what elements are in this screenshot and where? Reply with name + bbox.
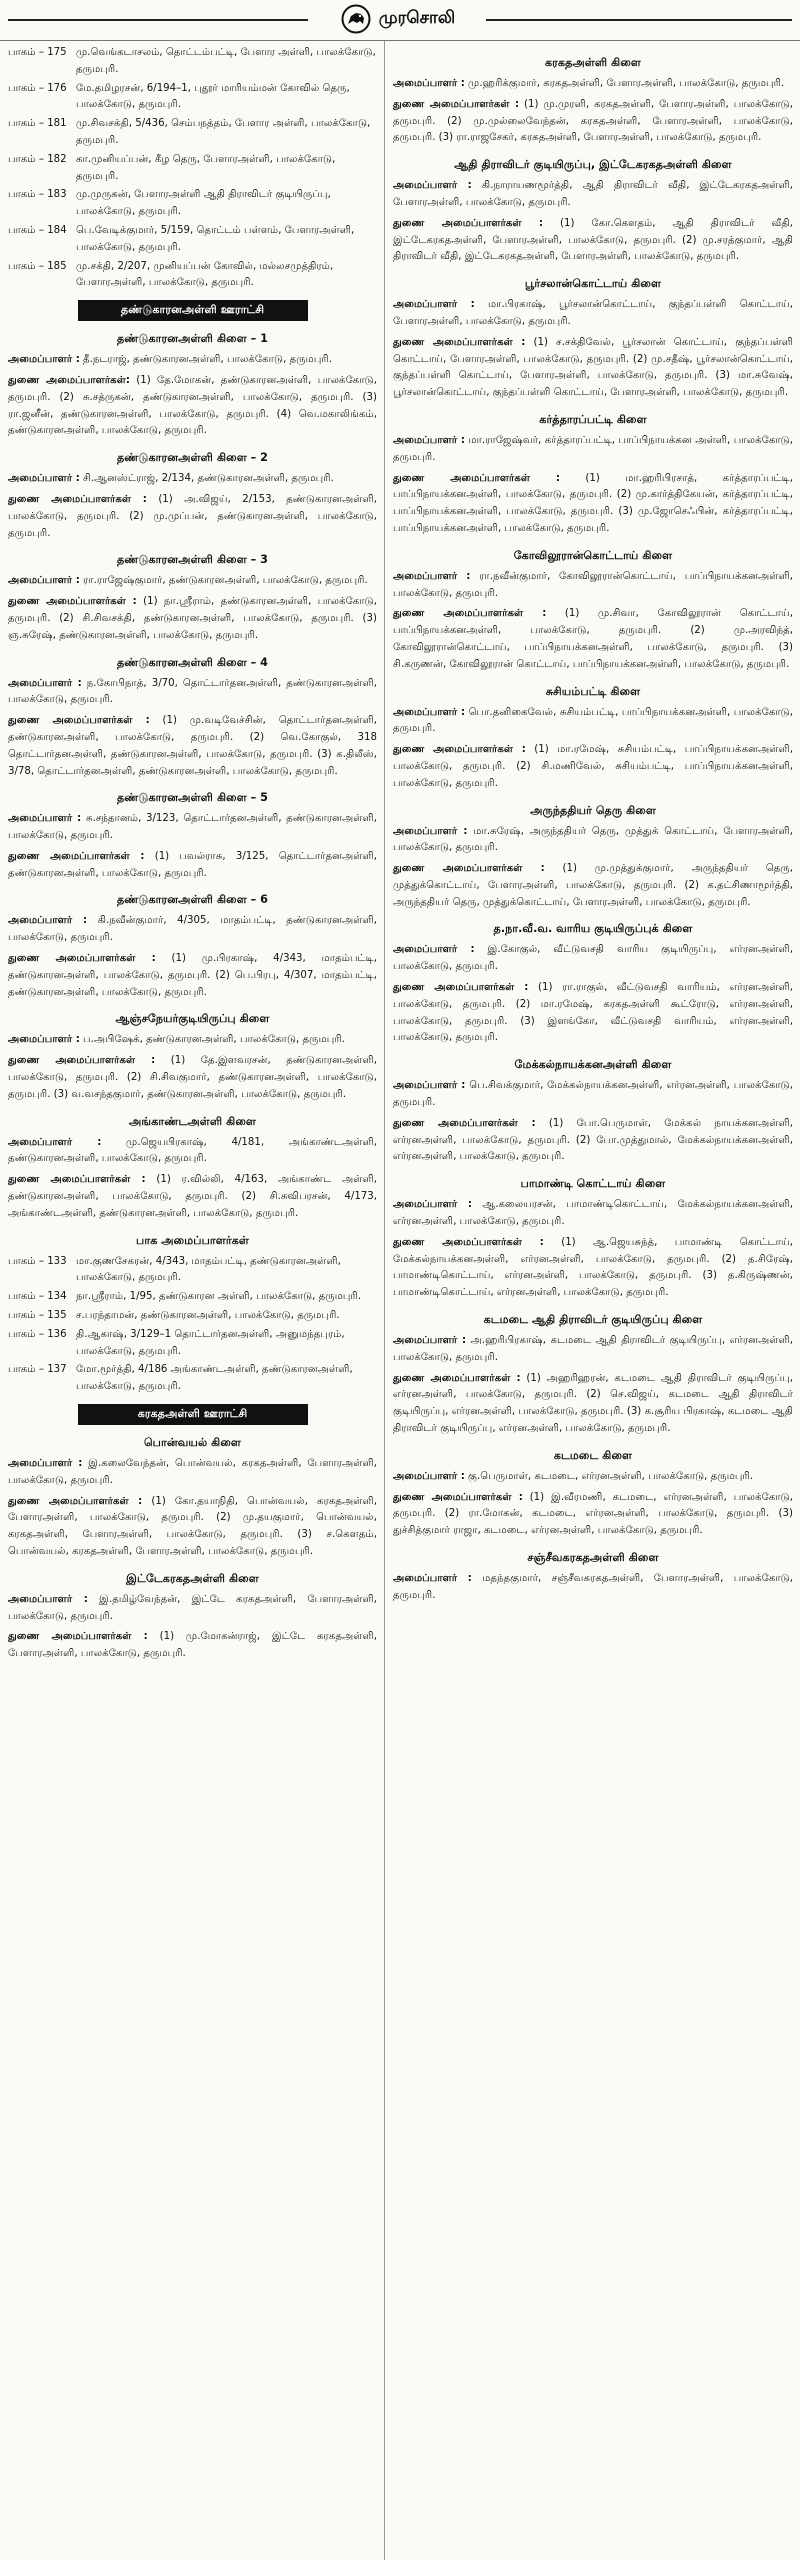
organizer-entry (8, 676, 377, 710)
role-label: துணை அமைப்பாளர்கள் : (8, 1055, 156, 1067)
booth-number: பாகம் – 135 (8, 1310, 67, 1322)
organizer-details: மா.பிரகாஷ், பூர்சலான்கொட்டாய், குந்தப்பள்ளி கொட்டாய், பேளாரஅள்ளி, பாலக்கோடு, தருமபுரி. (393, 299, 793, 327)
organizer-details: (1) நா.ஸ்ரீராம், தண்டுகாரனஅள்ளி, பாலக்கோடு, தருமபுரி. (2) சி.சிவசக்தி, தண்டுகாரனஅள்ளி, பாலக்கோடு, தருமபுரி. (3) ஞ.சுரேஷ், தண்டுகாரனஅள்ளி, பாலக்கோடு, தருமபுரி. (8, 596, 377, 641)
organizer-details: (1) மா.ரமேஷ், சுசியம்பட்டி, பாப்பிநாயக்கனஅள்ளி, பாலக்கோடு, தருமபுரி. (2) சி.மணிவேல், சுசியம்பட்டி, பாப்பிநாயக்கனஅள்ளி, பாலக்கோடு, தருமபுரி. (393, 744, 793, 789)
role-label: அமைப்பாளர் : (8, 354, 80, 366)
organizer-entry (393, 1469, 793, 1486)
booth-entry (8, 1254, 377, 1288)
organizer-entry (393, 178, 793, 212)
organizer-details: ரா.ராஜேஷ்குமார், தண்டுகாரனஅள்ளி, பாலக்கோடு, தருமபுரி. (83, 575, 368, 587)
organizer-details: சி.ஆனஸ்ட்ராஜ், 2/134, தண்டுகாரனஅள்ளி, தருமபுரி. (83, 473, 334, 485)
booth-number: பாகம் – 175 (8, 47, 67, 58)
organizer-details: ந.கோபிநாத், 3/70, தொட்டார்தனஅள்ளி, தண்டுகாரனஅள்ளி, பாலக்கோடு, தருமபுரி. (8, 677, 377, 706)
organizer-details: தீ.நடராஜ், தண்டுகாரனஅள்ளி, பாலக்கோடு, தருமபுரி. (83, 354, 332, 366)
organizer-entry (8, 1456, 377, 1490)
branch-heading: இட்டேகரகதஅள்ளி கிளை (126, 1571, 259, 1585)
booth-entry (8, 81, 377, 115)
branch-heading: தண்டுகாரனஅள்ளி கிளை – 5 (117, 791, 268, 805)
organizer-details: கி.நாராயணமூர்த்தி, ஆதி திராவிடர் வீதி, இட்டேகரகதஅள்ளி, பேளாரஅள்ளி, பாலக்கோடு, தருமபுரி. (393, 180, 793, 208)
organizer-entry (8, 951, 377, 1001)
organizer-details: (1) போ.பெருமாள், மேக்கல் நாயக்கனஅள்ளி, எர்ரனஅள்ளி, பாலக்கோடு, தருமபுரி. (2) போ.முத்துமால், மேக்கல்நாயக்கனஅள்ளி, எர்ரனஅள்ளி, பாலக்கோடு, தருமபுரி. (393, 1117, 793, 1163)
organizer-entry (8, 492, 377, 542)
organizer-entry (8, 1172, 377, 1222)
booth-organizer: கா.முனியப்பன், கீழ தெரு, பேளாரஅள்ளி, பாலக்கோடு, தருமபுரி. (76, 153, 336, 182)
booth-number: பாகம் – 136 (8, 1328, 67, 1340)
branch-heading: பொன்வயல் கிளை (143, 1436, 242, 1450)
organizer-details: (1) ச.சக்திவேல், பூர்சலான் கொட்டாய், குந்தப்பள்ளி கொட்டாய், பேளாரஅள்ளி, பாலக்கோடு, தருமபுரி. (2) மு.சதீஷ், பூர்சலான்கொட்டாய், குந்தப்பள்ளி கொட்டாய், பேளாரஅள்ளி, பாலக்கோடு, தருமபுரி. (3) மா.சுவேஷ், பூர்சலான்கொட்டாய், குந்தப்பள்ளி கொட்டாய், பேளாரஅள்ளி, பாலக்கோடு, தருமபுரி. (393, 336, 793, 399)
masthead-rule-right (486, 19, 792, 21)
role-label: துணை அமைப்பாளர்கள் : (393, 217, 543, 229)
organizer-entry (393, 471, 793, 538)
masthead-title: முரசொலி (378, 8, 456, 28)
organizer-entry (8, 1032, 377, 1049)
organizer-entry (393, 861, 793, 911)
organizer-details: (1) ரா.ராகுல், வீட்டுவசதி வாரியம், எர்ரனஅள்ளி, பாலக்கோடு, தருமபுரி. (2) மா.ரமேஷ், கரகதஅள்ளி கூட்ரோடு, எர்ரனஅள்ளி, பாலக்கோடு, தருமபுரி. (3) இளங்கோ, வீட்டுவசதி வாரியம், எர்ரனஅள்ளி, பாலக்கோடு, தருமபுரி. (393, 982, 793, 1044)
branch-heading: ஆதி திராவிடர் குடியிருப்பு, இட்டேகரகதஅள்ளி கிளை (454, 158, 732, 172)
role-label: துணை அமைப்பாளர்கள் : (393, 982, 529, 994)
booth-organizer: மோ.மூர்த்தி, 4/186 அங்காண்டஅள்ளி, தண்டுகாரனஅள்ளி, பாலக்கோடு, தருமபுரி. (76, 1364, 353, 1393)
booth-entry (8, 223, 377, 257)
role-label: அமைப்பாளர் : (393, 1470, 465, 1482)
booth-entry (8, 45, 377, 79)
booth-organizer: மா.குணசேகரன், 4/343, மாதம்பட்டி, தண்டுகாரனஅள்ளி, பாலக்கோடு, தருமபுரி. (76, 1255, 341, 1284)
organizer-entry (8, 1494, 377, 1561)
organizer-entry (8, 1592, 377, 1626)
organizer-details: மு.ஹரிக்குமார், கரகதஅள்ளி, பேளாரஅள்ளி, பாலக்கோடு, தருமபுரி. (468, 78, 785, 89)
branch-heading: பாக அமைப்பாளர்கள் (136, 1233, 249, 1247)
role-label: அமைப்பாளர் : (8, 1136, 102, 1148)
role-label: துணை அமைப்பாளர்கள் : (393, 1491, 523, 1503)
organizer-entry (393, 433, 793, 467)
organizer-entry (393, 1490, 793, 1540)
role-label: அமைப்பாளர் : (393, 570, 471, 582)
branch-heading: ஆஞ்சநேயர்குடியிருப்பு கிளை (115, 1012, 270, 1026)
branch-heading: மேக்கல்நாயக்கனஅள்ளி கிளை (514, 1058, 672, 1072)
booth-entry (8, 116, 377, 150)
booth-number: பாகம் – 185 (8, 260, 67, 272)
branch-heading: தண்டுகாரனஅள்ளி கிளை – 2 (117, 451, 268, 465)
booth-number: பாகம் – 176 (8, 82, 67, 94)
branch-heading: தண்டுகாரனஅள்ளி கிளை – 3 (117, 553, 268, 567)
branch-heading: அருந்ததியர் தெரு கிளை (530, 803, 656, 817)
role-label: அமைப்பாளர் : (8, 1034, 80, 1046)
organizer-entry (393, 297, 793, 331)
booth-number: பாகம் – 183 (8, 189, 67, 201)
role-label: துணை அமைப்பாளர்கள் : (393, 336, 526, 348)
role-label: அமைப்பாளர் : (8, 473, 80, 485)
role-label: துணை அமைப்பாளர்கள் : (8, 850, 145, 862)
branch-heading: கர்த்தாரப்பட்டி கிளை (539, 412, 647, 426)
role-label: அமைப்பாளர் : (393, 1080, 466, 1092)
organizer-details: பெ.சிவக்குமார், மேக்கல்நாயக்கனஅள்ளி, எர்ரனஅள்ளி, பாலக்கோடு, தருமபுரி. (393, 1080, 793, 1109)
branch-heading: கோவிலூரான்கொட்டாய் கிளை (513, 548, 673, 562)
branch-heading: த.நா.வீ.வ. வாரிய குடியிருப்புக் கிளை (493, 922, 693, 936)
role-label: அமைப்பாளர் : (393, 78, 465, 89)
role-label: அமைப்பாளர் : (393, 180, 472, 192)
role-label: அமைப்பாளர் : (8, 813, 82, 825)
booth-organizer: மு.முருகன், பேளாரஅள்ளி ஆதி திராவிடர் குடியிருப்பு, பாலக்கோடு, தருமபுரி. (76, 189, 331, 218)
organizer-details: (1) ஆ.ஜெயசுந்த், பாமாண்டி கொட்டாய், மேக்கல்நாயக்கனஅள்ளி, எர்ரனஅள்ளி, பாலக்கோடு, தருமபுரி. (2) த.சிரேஷ், பாமாண்டிகொட்டாய், எர்ரனஅள்ளி, பாலக்கோடு, தருமபுரி. (3) த.கிருஷ்ணன், பாமாண்டிகொட்டாய், எர்ரனஅள்ளி, பாலக்கோடு, தருமபுரி. (393, 1236, 793, 1299)
organizer-entry (393, 1197, 793, 1231)
role-label: துணை அமைப்பாளர்கள் : (393, 472, 560, 484)
role-label: அமைப்பாளர் : (393, 299, 475, 311)
role-label: துணை அமைப்பாளர்கள் : (8, 953, 156, 965)
organizer-entry (393, 1116, 793, 1166)
panchayat-heading: தண்டுகாரனஅள்ளி ஊராட்சி (78, 300, 308, 321)
branch-heading: சஞ்சீவகரகதஅள்ளி கிளை (527, 1551, 659, 1564)
organizer-details: மதந்தகுமார், சஞ்சீவகரகதஅள்ளி, பேளாரஅள்ளி, பாலக்கோடு, தருமபுரி. (393, 1573, 793, 1601)
role-label: துணை அமைப்பாளர்கள் : (393, 863, 545, 875)
organizer-details: மா.சுரேஷ், அருந்ததியர் தெரு, முத்துக் கொட்டாய், பேளாரஅள்ளி, பாலக்கோடு, தருமபுரி. (393, 825, 793, 854)
organizer-entry (8, 849, 377, 883)
role-label: அமைப்பாளர் : (393, 1573, 472, 1584)
organizer-entry (393, 942, 793, 976)
organizer-entry (393, 569, 793, 603)
booth-number: பாகம் – 184 (8, 224, 67, 236)
organizer-entry (8, 573, 377, 590)
branch-heading: தண்டுகாரனஅள்ளி கிளை – 6 (117, 893, 268, 907)
booth-number: பாகம் – 134 (8, 1291, 67, 1303)
organizer-entry (8, 373, 377, 440)
booth-organizer: பெ.வேடிக்குமார், 5/159, தொட்டம் பள்ளம், பேளாரஅள்ளி, பாலக்கோடு, தருமபுரி. (76, 224, 355, 253)
role-label: துணை அமைப்பாளர்கள் : (393, 608, 547, 620)
role-label: துணை அமைப்பாளர்கள் : (8, 1495, 143, 1507)
booth-entry (8, 1289, 377, 1306)
masthead (0, 0, 800, 41)
role-label: துணை அமைப்பாளர்கள் : (393, 1236, 544, 1248)
role-label: துணை அமைப்பாளர்கள் : (393, 1117, 536, 1129)
organizer-details: கு.பெருமாள், கடமடை, எர்ரனஅள்ளி, பாலக்கோடு, தருமபுரி. (468, 1470, 754, 1482)
role-label: அமைப்பாளர் : (8, 575, 80, 587)
panchayat-heading: கரகதஅள்ளி ஊராட்சி (78, 1404, 308, 1425)
organizer-details: (1) கோ.கௌதம், ஆதி திராவிடர் வீதி, இட்டேகரகதஅள்ளி, பேளாரஅள்ளி, பாலக்கோடு, தருமபுரி. (2) மு.சரத்குமார், ஆதி திராவிடர் வீதி, இட்டேகரகதஅள்ளி, பேளாரஅள்ளி, பாலக்கோடு, தருமபுரி. (393, 217, 793, 263)
organizer-entry (8, 1629, 377, 1663)
role-label: அமைப்பாளர் : (393, 825, 468, 837)
branch-heading: கரகதஅள்ளி கிளை (544, 56, 642, 69)
booth-entry (8, 1308, 377, 1325)
organizer-details: (1) அ.விஜய், 2/153, தண்டுகாரனஅள்ளி, பாலக்கோடு, தருமபுரி. (2) மு.முப்பன், தண்டுகாரனஅள்ளி, பாலக்கோடு, தருமபுரி. (8, 493, 377, 539)
branch-heading: சுசியம்பட்டி கிளை (545, 684, 641, 698)
organizer-entry (393, 76, 793, 93)
organizer-details: இ.தமிழ்வேந்தன், இட்டே கரகதஅள்ளி, பேளாரஅள்ளி, பாலக்கோடு, தருமபுரி. (8, 1593, 377, 1622)
organizer-entry (8, 1135, 377, 1169)
booth-number: பாகம் – 182 (8, 153, 67, 165)
organizer-details: இ.கோகுல், வீட்டுவசதி வாரிய குடியிருப்பு, எர்ரனஅள்ளி, பாலக்கோடு, தருமபுரி. (393, 944, 793, 973)
organizer-details: (1) மு.முரளி, கரகதஅள்ளி, பேளாரஅள்ளி, பாலக்கோடு, தருமபுரி. (2) மு.முல்லைவேந்தன், கரகதஅள்ளி, பேளாரஅள்ளி, பாலக்கோடு, தருமபுரி. (3) ரா.ராஜசேகர், கரகதஅள்ளி, பேளாரஅள்ளி, பாலக்கோடு, தருமபுரி. (393, 98, 793, 144)
organizer-entry (393, 742, 793, 792)
organizer-details: மு.ஜெயபிரகாஷ், 4/181, அங்காண்டஅள்ளி, தண்டுகாரனஅள்ளி, பாலக்கோடு, தருமபுரி. (8, 1136, 377, 1165)
booth-entry (8, 1362, 377, 1396)
organizer-entry (393, 1333, 793, 1367)
organizer-details: (1) மு.மோகன்ராஜ், இட்டே கரகதஅள்ளி, பேளாரஅள்ளி, பாலக்கோடு, தருமபுரி. (8, 1631, 377, 1660)
organizer-details: (1) இ.வீரமணி, கடமடை, எர்ரனஅள்ளி, பாலக்கோடு, தருமபுரி. (2) ரா.மோகன், கடமடை, எர்ரனஅள்ளி, பாலக்கோடு, தருமபுரி. (3) துச்சித்குமார் ராஜா, கடமடை, எர்ரனஅள்ளி, பாலக்கோடு, தருமபுரி. (393, 1491, 793, 1537)
organizer-details: (1) மு.பிரகாஷ், 4/343, மாதம்பட்டி, தண்டுகாரனஅள்ளி, பாலக்கோடு, தருமபுரி. (2) பெ.பிரபு, 4/307, மாதம்பட்டி, தண்டுகாரனஅள்ளி, பாலக்கோடு, தருமபுரி. (8, 953, 377, 998)
role-label: அமைப்பாளர் : (393, 706, 466, 718)
branch-heading: பூர்சலான்கொட்டாய் கிளை (524, 277, 662, 291)
booth-number: பாகம் – 133 (8, 1255, 67, 1267)
branch-heading: கடமடை கிளை (553, 1448, 633, 1462)
organizer-entry (8, 811, 377, 845)
booth-entry (8, 1327, 377, 1361)
organizer-entry (393, 97, 793, 147)
branch-heading: அங்காண்டஅள்ளி கிளை (128, 1114, 256, 1128)
left-column (0, 41, 385, 2560)
branch-heading: தண்டுகாரனஅள்ளி கிளை – 1 (117, 332, 268, 346)
role-label: துணை அமைப்பாளர்கள் : (393, 744, 526, 756)
organizer-entry (8, 713, 377, 780)
branch-heading: கடமடை ஆதி திராவிடர் குடியிருப்பு கிளை (483, 1313, 703, 1327)
organizer-entry (8, 471, 377, 488)
role-label: அமைப்பாளர் : (8, 915, 88, 927)
organizer-entry (393, 1571, 793, 1605)
organizer-details: பொ.தனிகைவேல், சுசியம்பட்டி, பாப்பிநாயக்கனஅள்ளி, பாலக்கோடு, தருமபுரி. (393, 706, 793, 735)
role-label: அமைப்பாளர் : (8, 1458, 83, 1470)
organizer-entry (8, 352, 377, 369)
booth-organizer: மே.தமிழரசன், 6/194–1, புதூர் மாரியம்மன் கோவில் தெரு, பாலக்கோடு, தருமபுரி. (76, 82, 350, 111)
organizer-entry (393, 335, 793, 402)
role-label: அமைப்பாளர் : (393, 1335, 467, 1347)
booth-entry (8, 187, 377, 221)
masthead-rule-left (8, 19, 308, 21)
organizer-entry (393, 1371, 793, 1438)
organizer-details: இ.கலைவேந்தன், பொன்வயல், கரகதஅள்ளி, பேளாரஅள்ளி, பாலக்கோடு, தருமபுரி. (8, 1458, 377, 1486)
organizer-details: (1) மு.வடிவேச்சின், தொட்டார்தனஅள்ளி, தண்டுகாரனஅள்ளி, பாலக்கோடு, தருமபுரி. (2) வெ.கோகுல், 318 தொட்டார்தனஅள்ளி, தண்டுகாரனஅள்ளி, பாலக்கோடு, தருமபுரி. (3) க.திலீஸ், 3/78, தொட்டார்தனஅள்ளி, தண்டுகாரனஅள்ளி, பாலக்கோடு, தருமபுரி. (8, 715, 377, 777)
role-label: துணை அமைப்பாளர்கள்: (8, 374, 130, 386)
organizer-entry (393, 1078, 793, 1112)
organizer-details: (1) தே.மோகன், தண்டுகாரனஅள்ளி, பாலக்கோடு, தருமபுரி. (2) சு.சத்ருகன், தண்டுகாரனஅள்ளி, பாலக்கோடு, தருமபுரி. (3) ரா.ஜனீன், தண்டுகாரனஅள்ளி, பாலக்கோடு, தருமபுரி. (4) வெ.மகாலிங்கம், தண்டுகாரனஅள்ளி, பாலக்கோடு, தருமபுரி. (8, 374, 377, 437)
organizer-details: (1) மு.சிவா, கோவிலூரான் கொட்டாய், பாப்பிநாயக்கனஅள்ளி, பாலக்கோடு, தருமபுரி. (2) மு.அரவிந்த், கோவிலூரான்கொட்டாய், பாப்பிநாயக்கனஅள்ளி, பாலக்கோடு, தருமபுரி. (3) சி.கருணன், கோவிலூரான் கொட்டாய், பாப்பிநாயக்கனஅள்ளி, பாலக்கோடு, தருமபுரி. (393, 608, 793, 670)
role-label: துணை அமைப்பாளர்கள் : (8, 715, 150, 727)
booth-entry (8, 259, 377, 293)
booth-number: பாகம் – 137 (8, 1364, 67, 1376)
masthead-brand (310, 3, 486, 35)
organizer-entry (8, 594, 377, 644)
page-body (0, 41, 800, 2560)
organizer-details: (1) மா.ஹரிபிரசாத், கர்த்தாரப்பட்டி, பாப்பிநாயக்கனஅள்ளி, பாலக்கோடு, தருமபுரி. (2) மு.கார்த்திகேயன், கர்த்தாரப்பட்டி, பாப்பிநாயக்கனஅள்ளி, பாலக்கோடு, தருமபுரி. (3) மு.ஜோசெஃபின், கர்த்தாரப்பட்டி, பாப்பிநாயக்கனஅள்ளி, பாலக்கோடு, தருமபுரி. (393, 472, 793, 534)
role-label: அமைப்பாளர் : (8, 677, 82, 689)
role-label: அமைப்பாளர் : (393, 434, 466, 446)
organizer-details: (1) அஹரிஹரன், கடமடை ஆதி திராவிடர் குடியிருப்பு, எர்ரனஅள்ளி, பாலக்கோடு, தருமபுரி. (2) செ.விஜய், கடமடை ஆதி திராவிடர் குடியிருப்பு, எர்ரனஅள்ளி, பாலக்கோடு, தருமபுரி. (3) க.சூரிய பிரகாஷ், கடமடை ஆதி திராவிடர் குடியிருப்பு, எர்ரனஅள்ளி, பாலக்கோடு, தருமபுரி. (393, 1372, 793, 1435)
organizer-entry (8, 1053, 377, 1103)
role-label: அமைப்பாளர் : (393, 944, 475, 956)
role-label: அமைப்பாளர் : (8, 1593, 88, 1605)
branch-heading: பாமாண்டி கொட்டாய் கிளை (520, 1177, 666, 1191)
role-label: துணை அமைப்பாளர்கள் : (8, 493, 147, 505)
role-label: அமைப்பாளர் : (393, 1199, 472, 1211)
booth-organizer: தி.ஆகாஷ், 3/129–1 தொட்டார்தனஅள்ளி, அனுமந்தபுரம், பாலக்கோடு, தருமபுரி. (76, 1328, 345, 1357)
organizer-details: மா.ராஜேஷ்வர், கர்த்தாரப்பட்டி, பாப்பிநாயக்கன அள்ளி, பாலக்கோடு, தருமபுரி. (393, 434, 793, 463)
right-column (385, 41, 800, 2560)
organizer-details: சு.சந்தானம், 3/123, தொட்டார்தனஅள்ளி, தண்டுகாரனஅள்ளி, பாலக்கோடு, தருமபுரி. (8, 813, 377, 842)
organizer-details: (1) தே.இளவரசன், தண்டுகாரனஅள்ளி, பாலக்கோடு, தருமபுரி. (2) சி.சிவகுமார், தண்டுகாரனஅள்ளி, பாலக்கோடு, தருமபுரி. (3) வ.வசந்தகுமார், தண்டுகாரனஅள்ளி, பாலக்கோடு, தருமபுரி. (8, 1055, 377, 1100)
branch-heading: தண்டுகாரனஅள்ளி கிளை – 4 (117, 655, 268, 669)
organizer-details: ப.அபிஷேக், தண்டுகாரனஅள்ளி, பாலக்கோடு, தருமபுரி. (83, 1034, 345, 1046)
organizer-entry (393, 705, 793, 739)
organizer-entry (393, 1235, 793, 1302)
role-label: துணை அமைப்பாளர்கள் : (393, 1372, 521, 1384)
role-label: துணை அமைப்பாளர்கள் : (8, 1631, 148, 1643)
murasoli-logo-icon (341, 4, 371, 34)
organizer-details: கி.நவீன்குமார், 4/305, மாதம்பட்டி, தண்டுகாரனஅள்ளி, பாலக்கோடு, தருமபுரி. (8, 915, 377, 944)
organizer-details: ஆ.கலையரசன், பாமாண்டிகொட்டாய், மேக்கல்நாயக்கனஅள்ளி, எர்ரனஅள்ளி, பாலக்கோடு, தருமபுரி. (393, 1199, 793, 1228)
organizer-entry (393, 980, 793, 1047)
organizer-entry (393, 824, 793, 858)
organizer-entry (393, 606, 793, 673)
role-label: துணை அமைப்பாளர்கள் : (8, 596, 137, 608)
booth-number: பாகம் – 181 (8, 118, 67, 130)
organizer-entry (393, 216, 793, 266)
organizer-entry (8, 913, 377, 947)
organizer-details: அ.ஹரிபிரகாஷ், கடமடை ஆதி திராவிடர் குடியிருப்பு, எர்ரனஅள்ளி, பாலக்கோடு, தருமபுரி. (393, 1335, 794, 1363)
organizer-details: (1) பவல்ராசு, 3/125, தொட்டார்தனஅள்ளி, தண்டுகாரனஅள்ளி, பாலக்கோடு, தருமபுரி. (8, 850, 377, 879)
role-label: துணை அமைப்பாளர்கள் : (8, 1174, 146, 1186)
role-label: துணை அமைப்பாளர்கள் : (393, 98, 520, 110)
booth-organizer: மு.சிவசக்தி, 5/436, செம்பநத்தம், பேளார அள்ளி, பாலக்கோடு, தருமபுரி. (76, 118, 371, 146)
organizer-details: (1) மு.முத்துக்குமார், அருந்ததியர் தெரு, முத்துக்கொட்டாய், பேளாரஅள்ளி, பாலக்கோடு, தருமபுரி. (2) க.தட்சிணாமூர்த்தி, அருந்ததியர் தெரு, முத்துக்கொட்டாய், பேளாரஅள்ளி, பாலக்கோடு, தருமபுரி. (393, 863, 793, 908)
organizer-details: (1) கோ.தயாநிதி, பொன்வயல், கரகதஅள்ளி, பேளாரஅள்ளி, பாலக்கோடு, தருமபுரி. (2) மு.தயகுமார், பொன்வயல், கரகதஅள்ளி, பேளாரஅள்ளி, பாலக்கோடு, தருமபுரி. (3) ச.கௌதம், பொன்வயல், கரகதஅள்ளி, பேளாரஅள்ளி, பாலக்கோடு, தருமபுரி. (8, 1495, 377, 1557)
booth-organizer: மு.வெங்கடாசலம், தொட்டம்பட்டி, பேளார அள்ளி, பாலக்கோடு, தருமபுரி. (76, 47, 376, 75)
booth-entry (8, 152, 377, 186)
organizer-details: ரா.நவீன்குமார், கோவிலூரான்கொட்டாய், பாப்பிநாயக்கனஅள்ளி, பாலக்கோடு, தருமபுரி. (393, 570, 793, 599)
booth-organizer: ச.பரந்தாமன், தண்டுகாரனஅள்ளி, பாலக்கோடு, தருமபுரி. (76, 1310, 340, 1322)
organizer-details: (1) ர.வில்லி, 4/163, அங்காண்ட அள்ளி, தண்டுகாரனஅள்ளி, பாலக்கோடு, தருமபுரி. (2) சி.சுவிபரசன், 4/173, அங்காண்டஅள்ளி, தண்டுகாரனஅள்ளி, பாலக்கோடு, தருமபுரி. (8, 1174, 377, 1219)
booth-organizer: மு.சக்தி, 2/207, முனியப்பன் கோவில், மல்லசமுத்திரம், பேளாரஅள்ளி, பாலக்கோடு, தருமபுரி. (76, 260, 334, 289)
booth-organizer: நா.ஸ்ரீராம், 1/95, தண்டுகாரன அள்ளி, பாலக்கோடு, தருமபுரி. (76, 1291, 362, 1303)
